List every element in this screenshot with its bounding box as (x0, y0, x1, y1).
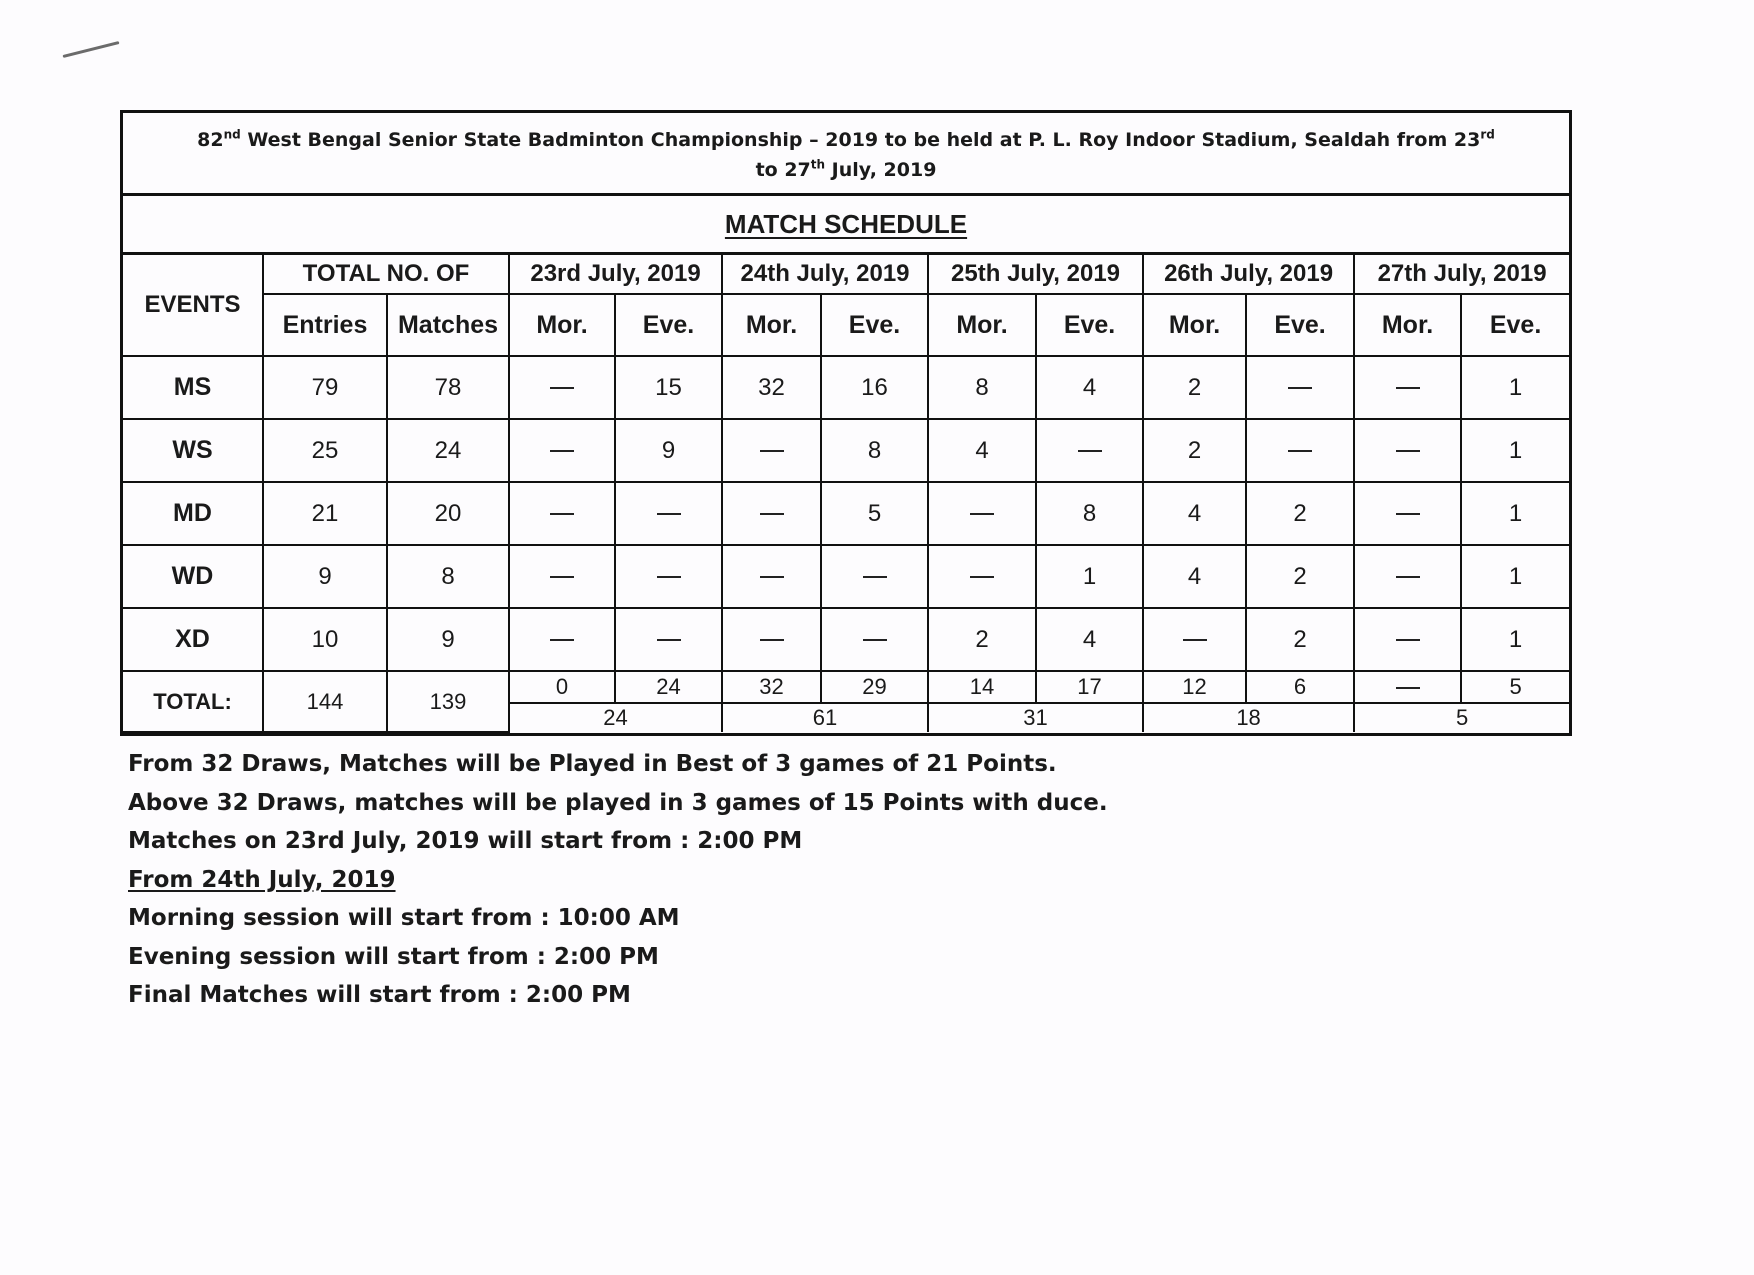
event-name-cell: MD (123, 482, 263, 545)
session-count-cell: 4 (1036, 356, 1143, 419)
day-total-cell: 18 (1143, 703, 1354, 732)
matches-cell: 9 (387, 608, 509, 671)
dash-mark (657, 513, 681, 515)
session-count-cell (722, 608, 821, 671)
session-count-cell (1354, 482, 1461, 545)
matches-cell: 20 (387, 482, 509, 545)
session-count-cell (821, 545, 928, 608)
dash-mark (550, 450, 574, 452)
match-schedule-table (123, 255, 1569, 733)
total-session-cell: 0 (509, 671, 615, 703)
matches-cell: 8 (387, 545, 509, 608)
session-count-cell (722, 419, 821, 482)
dash-mark (550, 576, 574, 578)
session-count-cell: 4 (1143, 545, 1246, 608)
total-session-cell: 6 (1246, 671, 1354, 703)
session-count-cell (722, 482, 821, 545)
session-count-cell: 1 (1461, 356, 1569, 419)
session-count-cell: 8 (821, 419, 928, 482)
note-line: Matches on 23rd July, 2019 will start from : 2:00 PM (128, 828, 803, 854)
note-line: From 32 Draws, Matches will be Played in Best of 3 games of 21 Points. (128, 751, 1057, 777)
session-count-cell: 15 (615, 356, 722, 419)
entries-header: Entries (263, 294, 387, 356)
session-count-cell: 2 (1246, 482, 1354, 545)
session-count-cell (1246, 356, 1354, 419)
event-row-md (123, 482, 1569, 545)
session-count-cell (615, 482, 722, 545)
session-count-cell: 4 (1036, 608, 1143, 671)
total-session-cell: 14 (928, 671, 1036, 703)
championship-heading (123, 113, 1569, 196)
note-line: Above 32 Draws, matches will be played in 3 games of 15 Points with duce. (128, 789, 1108, 816)
session-count-cell: 2 (1143, 356, 1246, 419)
event-row-ws (123, 419, 1569, 482)
session-count-cell: 2 (1143, 419, 1246, 482)
date-header-23: 23rd July, 2019 (509, 255, 722, 294)
event-row-wd (123, 545, 1569, 608)
total-entries: 144 (263, 671, 387, 732)
session-evening-header: Eve. (821, 294, 928, 356)
session-count-cell (1036, 419, 1143, 482)
session-evening-header: Eve. (1461, 294, 1569, 356)
event-name-cell: WD (123, 545, 263, 608)
session-count-cell: 1 (1461, 482, 1569, 545)
total-label: TOTAL: (123, 671, 263, 732)
session-count-cell: 8 (1036, 482, 1143, 545)
day-total-cell: 31 (928, 703, 1143, 732)
session-count-cell (1143, 608, 1246, 671)
entries-cell: 25 (263, 419, 387, 482)
date-header-26: 26th July, 2019 (1143, 255, 1354, 294)
dash-mark (1396, 387, 1420, 389)
entries-cell: 10 (263, 608, 387, 671)
session-evening-header: Eve. (1036, 294, 1143, 356)
total-session-cell: 29 (821, 671, 928, 703)
total-session-cell: 5 (1461, 671, 1569, 703)
dash-mark (1396, 639, 1420, 641)
schedule-notes (128, 745, 1228, 1015)
session-count-cell: 2 (1246, 608, 1354, 671)
session-count-cell (615, 545, 722, 608)
session-count-cell: 1 (1461, 545, 1569, 608)
session-count-cell (509, 356, 615, 419)
total-no-of-header: TOTAL NO. OF (263, 255, 509, 294)
session-morning-header: Mor. (928, 294, 1036, 356)
day-total-cell: 61 (722, 703, 928, 732)
session-count-cell: 2 (928, 608, 1036, 671)
dash-mark (1078, 450, 1102, 452)
dash-mark (760, 639, 784, 641)
session-count-cell: 2 (1246, 545, 1354, 608)
session-morning-header: Mor. (722, 294, 821, 356)
session-count-cell: 9 (615, 419, 722, 482)
heading-line-2: to 27th July, 2019 (755, 157, 937, 181)
dash-mark (760, 450, 784, 452)
session-count-cell: 1 (1461, 419, 1569, 482)
session-count-cell (1246, 419, 1354, 482)
session-morning-header: Mor. (1354, 294, 1461, 356)
session-count-cell: 32 (722, 356, 821, 419)
note-subheading: From 24th July, 2019 (128, 866, 396, 893)
total-matches: 139 (387, 671, 509, 732)
session-count-cell: 1 (1036, 545, 1143, 608)
session-evening-header: Eve. (615, 294, 722, 356)
entries-cell: 21 (263, 482, 387, 545)
total-session-cell: 12 (1143, 671, 1246, 703)
session-count-cell (509, 419, 615, 482)
event-name-cell: XD (123, 608, 263, 671)
session-count-cell (928, 482, 1036, 545)
session-count-cell (615, 608, 722, 671)
events-header: EVENTS (123, 255, 263, 356)
session-count-cell (1354, 608, 1461, 671)
date-header-24: 24th July, 2019 (722, 255, 928, 294)
date-header-25: 25th July, 2019 (928, 255, 1143, 294)
dash-mark (657, 576, 681, 578)
session-count-cell (821, 608, 928, 671)
dash-mark (760, 513, 784, 515)
dash-mark (1396, 513, 1420, 515)
event-row-xd (123, 608, 1569, 671)
header-row-dates (123, 255, 1569, 294)
total-session-cell: 17 (1036, 671, 1143, 703)
event-row-ms (123, 356, 1569, 419)
scan-pen-mark (62, 41, 119, 58)
session-count-cell (722, 545, 821, 608)
header-row-sessions (123, 294, 1569, 356)
dash-mark (1396, 576, 1420, 578)
session-count-cell: 16 (821, 356, 928, 419)
session-count-cell (509, 608, 615, 671)
dash-mark (1183, 639, 1207, 641)
dash-mark (863, 639, 887, 641)
dash-mark (550, 387, 574, 389)
total-session-cell: 32 (722, 671, 821, 703)
day-total-cell: 5 (1354, 703, 1569, 732)
session-count-cell: 4 (928, 419, 1036, 482)
event-name-cell: WS (123, 419, 263, 482)
dash-mark (970, 576, 994, 578)
matches-header: Matches (387, 294, 509, 356)
note-line: Final Matches will start from : 2:00 PM (128, 982, 631, 1008)
entries-cell: 79 (263, 356, 387, 419)
dash-mark (970, 513, 994, 515)
schedule-sheet (120, 110, 1572, 736)
note-line: Evening session will start from : 2:00 PM (128, 943, 659, 970)
session-morning-header: Mor. (509, 294, 615, 356)
entries-cell: 9 (263, 545, 387, 608)
note-line: Morning session will start from : 10:00 AM (128, 905, 680, 931)
match-schedule-title: MATCH SCHEDULE (123, 196, 1569, 255)
session-count-cell: 4 (1143, 482, 1246, 545)
session-count-cell: 5 (821, 482, 928, 545)
dash-mark (657, 639, 681, 641)
session-count-cell: 1 (1461, 608, 1569, 671)
date-header-27: 27th July, 2019 (1354, 255, 1569, 294)
dash-mark (1288, 450, 1312, 452)
dash-mark (1396, 687, 1420, 689)
session-count-cell (1354, 356, 1461, 419)
event-name-cell: MS (123, 356, 263, 419)
session-count-cell (509, 482, 615, 545)
session-count-cell (1354, 419, 1461, 482)
dash-mark (550, 639, 574, 641)
session-count-cell (509, 545, 615, 608)
dash-mark (760, 576, 784, 578)
session-count-cell: 8 (928, 356, 1036, 419)
dash-mark (550, 513, 574, 515)
matches-cell: 24 (387, 419, 509, 482)
session-morning-header: Mor. (1143, 294, 1246, 356)
total-session-cell: 24 (615, 671, 722, 703)
dash-mark (1396, 450, 1420, 452)
session-count-cell (1354, 545, 1461, 608)
matches-cell: 78 (387, 356, 509, 419)
dash-mark (863, 576, 887, 578)
session-evening-header: Eve. (1246, 294, 1354, 356)
session-count-cell (928, 545, 1036, 608)
dash-mark (1288, 387, 1312, 389)
day-total-cell: 24 (509, 703, 722, 732)
total-session-cell (1354, 671, 1461, 703)
schedule-body (123, 356, 1569, 732)
heading-line-1: 82nd West Bengal Senior State Badminton Championship – 2019 to be held at P. L. Roy Indoor Stadium, Sealdah from 23rd (197, 127, 1495, 151)
total-row-sessions (123, 671, 1569, 703)
